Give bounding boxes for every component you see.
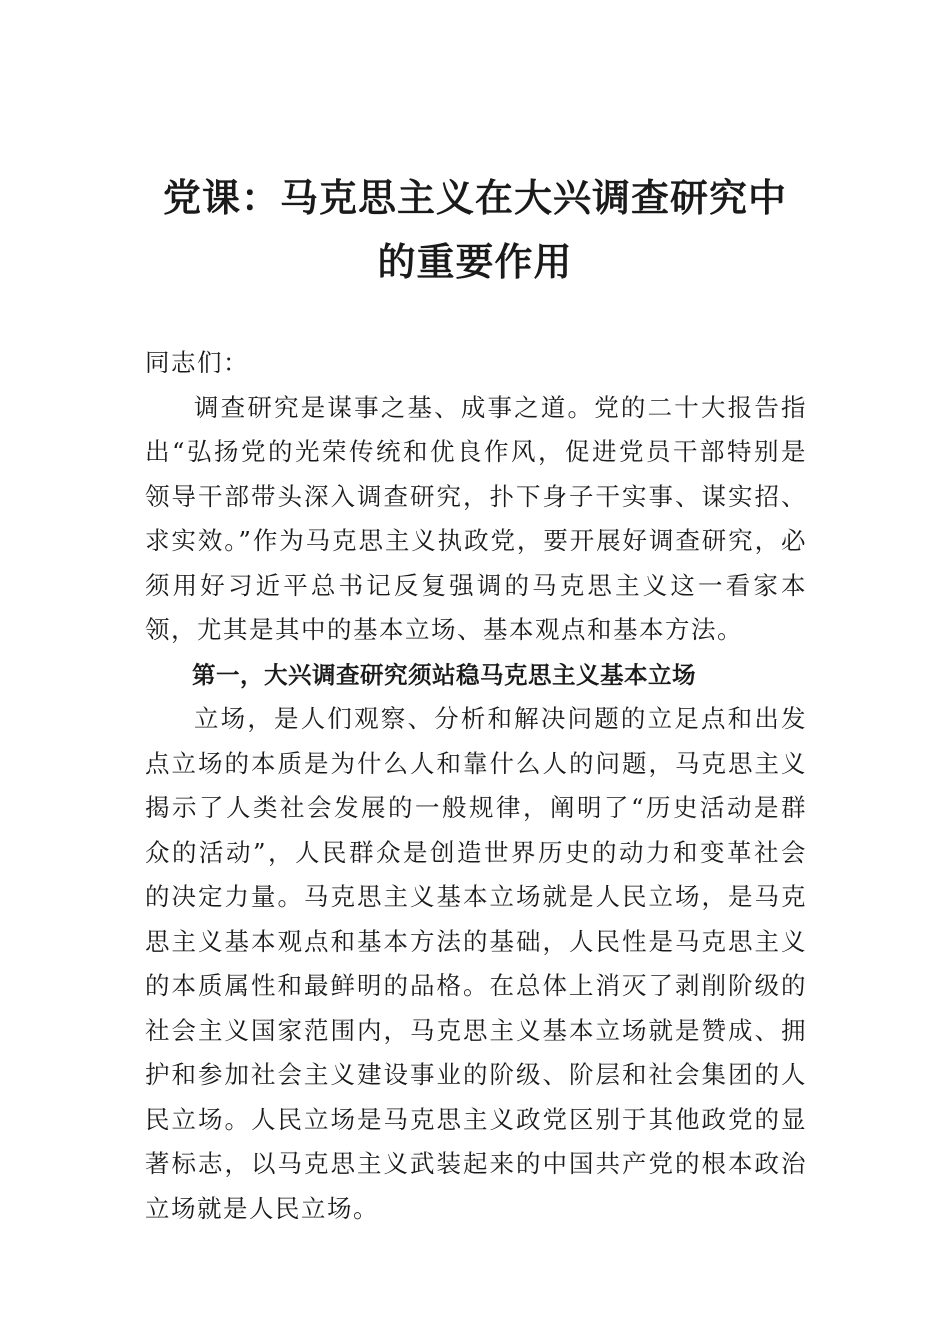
section-1-paragraph: 立场，是人们观察、分析和解决问题的立足点和出发点立场的本质是为什么人和靠什么人的问题，马克思主义揭示了人类社会发展的一般规律，阐明了“历史活动是群众的活动”，人民群众是创造世界历史的动力和变革社会的决定力量。马克思主义基本立场就是人民立场，是马克思主义基本观点和基本方法的基础，人民性是马克思主义的本质属性和最鲜明的品格。在总体上消灭了剥削阶级的社会主义国家范围内，马克思主义基本立场就是赞成、拥护和参加社会主义建设事业的阶级、阶层和社会集团的人民立场。人民立场是马克思主义政党区别于其他政党的显著标志，以马克思主义武装起来的中国共产党的根本政治立场就是人民立场。: [145, 704, 807, 1223]
document-body: [145, 341, 807, 1231]
salutation: 同志们：: [145, 348, 249, 377]
document-title: 党课：马克思主义在大兴调查研究中的重要作用: [162, 176, 787, 284]
section-heading-1: 第一，大兴调查研究须站稳马克思主义基本立场: [192, 660, 696, 689]
intro-paragraph: 调查研究是谋事之基、成事之道。党的二十大报告指出“弘扬党的光荣传统和优良作风，促进党员干部特别是领导干部带头深入调查研究，扑下身子干实事、谋实招、求实效。”作为马克思主义执政党，要开展好调查研究，必须用好习近平总书记反复强调的马克思主义这一看家本领，尤其是其中的基本立场、基本观点和基本方法。: [145, 392, 807, 644]
